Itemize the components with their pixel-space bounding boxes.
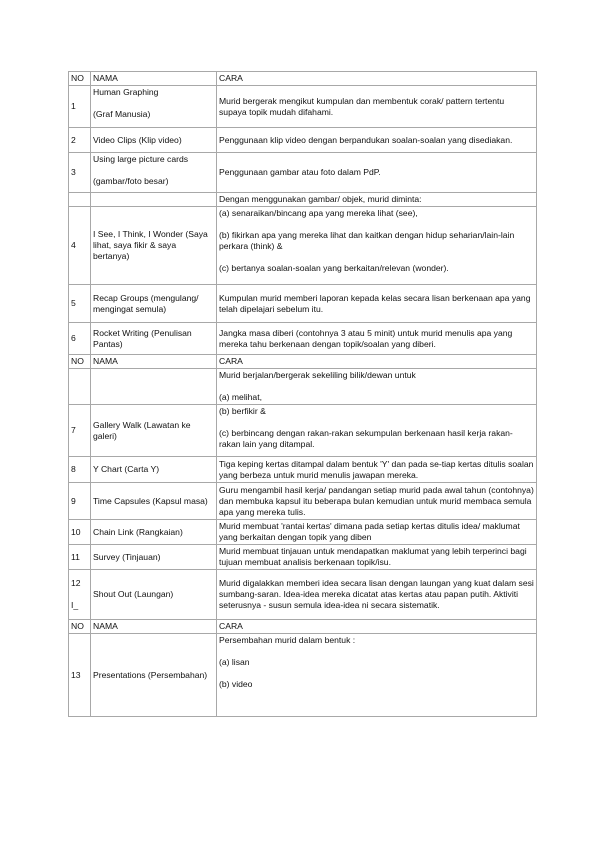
row-description: Murid digalakkan memberi idea secara lisan dengan laungan yang kuat dalam sesi sumbang-saran. Idea-idea mereka dicatat atas kertas atau papan putih. Aktiviti seterusnya - susun semula idea-idea ni secara sistematik. — [217, 570, 537, 620]
header-cara: CARA — [217, 355, 537, 369]
row-number: 3 — [69, 153, 91, 193]
row-number: 12 I_ — [69, 570, 91, 620]
header-no: NO — [69, 355, 91, 369]
table-header-row — [69, 620, 537, 634]
row-number: 6 — [69, 323, 91, 355]
row-name — [91, 153, 217, 193]
table-row — [69, 323, 537, 355]
table-header-row — [69, 355, 537, 369]
row-description — [217, 405, 537, 457]
table-row — [69, 483, 537, 520]
header-nama: NAMA — [91, 355, 217, 369]
description-intro: Persembahan murid dalam bentuk : — [219, 635, 356, 645]
row-number: 1 — [69, 86, 91, 128]
row-number: 13 — [69, 634, 91, 717]
description-item: (a) melihat, — [219, 392, 262, 402]
table-row — [69, 193, 537, 207]
row-number: 2 — [69, 128, 91, 153]
header-cara: CARA — [217, 72, 537, 86]
row-description — [217, 369, 537, 405]
row-description — [217, 207, 537, 285]
description-item: (b) video — [219, 679, 253, 689]
table-row — [69, 634, 537, 717]
row-name: Recap Groups (mengulang/ mengingat semula) — [91, 285, 217, 323]
header-nama: NAMA — [91, 72, 217, 86]
row-name — [91, 86, 217, 128]
row-description: Murid membuat 'rantai kertas' dimana pada setiap kertas ditulis idea/ maklumat yang berkaitan dengan topik yang diben — [217, 520, 537, 545]
row-name: Time Capsules (Kapsul masa) — [91, 483, 217, 520]
description-item: (b) fikirkan apa yang mereka lihat dan kaitkan dengan hidup seharian/lain-lain perkara (think) & — [219, 230, 515, 251]
table-header-row — [69, 72, 537, 86]
header-no: NO — [69, 620, 91, 634]
row-number: 5 — [69, 285, 91, 323]
document-page — [68, 71, 536, 717]
header-nama: NAMA — [91, 620, 217, 634]
row-name: Presentations (Persembahan) — [91, 634, 217, 717]
row-name: Shout Out (Laungan) — [91, 570, 217, 620]
row-description: Penggunaan gambar atau foto dalam PdP. — [217, 153, 537, 193]
row-name: Gallery Walk (Lawatan ke galeri) — [91, 405, 217, 457]
row-description: Kumpulan murid memberi laporan kepada kelas secara lisan berkenaan apa yang telah dipelajari sebelum itu. — [217, 285, 537, 323]
row-description: Guru mengambil hasil kerja/ pandangan setiap murid pada awal tahun (contohnya) dan membuka kapsul itu beberapa bulan kemudian untuk murid membaca semula apa yang mereka tulis. — [217, 483, 537, 520]
table-row — [69, 457, 537, 483]
row-name-ms: (gambar/foto besar) — [93, 176, 169, 186]
header-no: NO — [69, 72, 91, 86]
description-item: (a) senaraikan/bincang apa yang mereka lihat (see), — [219, 208, 418, 218]
table-row — [69, 520, 537, 545]
description-item: (b) berfikir & — [219, 406, 266, 416]
table-row — [69, 369, 537, 405]
row-name-ms: (Graf Manusia) — [93, 109, 151, 119]
row-name: Chain Link (Rangkaian) — [91, 520, 217, 545]
row-name-en: Using large picture cards — [93, 154, 189, 164]
header-cara: CARA — [217, 620, 537, 634]
row-name: I See, I Think, I Wonder (Saya lihat, saya fikir & saya bertanya) — [91, 207, 217, 285]
row-description: Murid membuat tinjauan untuk mendapatkan maklumat yang lebih terperinci bagi tujuan membuat analisis berkenaan topik/isu. — [217, 545, 537, 570]
row-description: Penggunaan klip video dengan berpandukan soalan-soalan yang disediakan. — [217, 128, 537, 153]
row-name: Rocket Writing (Penulisan Pantas) — [91, 323, 217, 355]
row-number: 8 — [69, 457, 91, 483]
row-description: Jangka masa diberi (contohnya 3 atau 5 minit) untuk murid menulis apa yang mereka tahu berkenaan dengan topik/soalan yang diberi. — [217, 323, 537, 355]
description-intro: Murid berjalan/bergerak sekeliling bilik/dewan untuk — [219, 370, 416, 380]
table-row — [69, 285, 537, 323]
row-name: Video Clips (Klip video) — [91, 128, 217, 153]
strategy-table — [68, 71, 537, 717]
row-description — [217, 634, 537, 717]
row-name: Survey (Tinjauan) — [91, 545, 217, 570]
table-row — [69, 207, 537, 285]
table-row — [69, 405, 537, 457]
description-item: (c) berbincang dengan rakan-rakan sekumpulan berkenaan hasil kerja rakan-rakan lain yang ditampal. — [219, 428, 513, 449]
table-row — [69, 86, 537, 128]
row-name-en: Human Graphing — [93, 87, 159, 97]
row-number: 9 — [69, 483, 91, 520]
table-row — [69, 128, 537, 153]
row-description: Murid bergerak mengikut kumpulan dan membentuk corak/ pattern tertentu supaya topik mudah difahami. — [217, 86, 537, 128]
table-row — [69, 545, 537, 570]
description-item: (c) bertanya soalan-soalan yang berkaitan/relevan (wonder). — [219, 263, 449, 273]
table-row — [69, 570, 537, 620]
row-description: Dengan menggunakan gambar/ objek, murid diminta: — [217, 193, 537, 207]
table-row — [69, 153, 537, 193]
row-description: Tiga keping kertas ditampal dalam bentuk 'Y' dan pada se-tiap kertas ditulis soalan yang berbeza untuk murid menulis jawapan mereka. — [217, 457, 537, 483]
row-number: 7 — [69, 405, 91, 457]
description-item: (a) lisan — [219, 657, 250, 667]
row-number: 10 — [69, 520, 91, 545]
row-number: 11 — [69, 545, 91, 570]
row-number: 4 — [69, 207, 91, 285]
row-name: Y Chart (Carta Y) — [91, 457, 217, 483]
